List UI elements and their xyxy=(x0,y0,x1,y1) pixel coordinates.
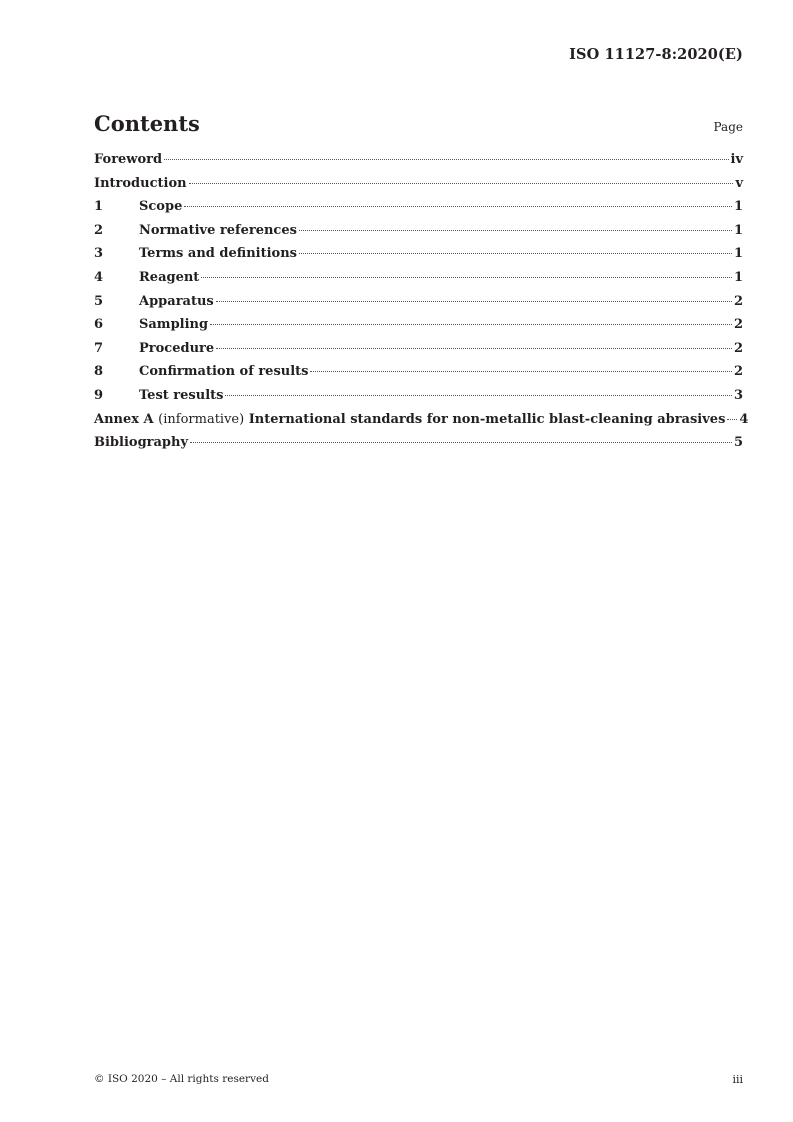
toc-entry-number: 4 xyxy=(94,269,104,285)
toc-entry-confirmation-of-results[interactable] xyxy=(94,364,743,388)
toc-entry-page: 2 xyxy=(733,317,743,333)
toc-entry-terms-and-definitions[interactable] xyxy=(94,246,743,270)
toc-entry-page: 2 xyxy=(733,293,743,309)
toc-entry-title: Foreword xyxy=(94,152,163,167)
toc-entry-page: 1 xyxy=(733,222,743,238)
toc-entry-title: Introduction xyxy=(94,175,187,191)
toc-entry-number: 5 xyxy=(94,293,104,309)
toc-entry-test-results[interactable] xyxy=(94,388,743,412)
toc-leader-dots xyxy=(299,253,732,254)
toc-leader-dots xyxy=(299,230,732,231)
copyright-notice: © ISO 2020 – All rights reserved xyxy=(94,1073,269,1085)
toc-entry-introduction[interactable] xyxy=(94,176,743,200)
document-id: ISO 11127-8:2020(E) xyxy=(569,46,743,63)
toc-entry-number: 2 xyxy=(94,222,104,238)
toc-entry-title: Scope xyxy=(139,199,183,215)
toc-leader-dots xyxy=(216,301,732,302)
toc-entry-apparatus[interactable] xyxy=(94,294,743,318)
annex-title: International standards for non-metallic blast-cleaning abrasives xyxy=(248,411,726,427)
toc-entry-annex-a[interactable] xyxy=(94,411,749,436)
toc-entry-bibliography[interactable] xyxy=(94,435,743,459)
toc-leader-dots xyxy=(189,183,734,184)
toc-entry-number: 8 xyxy=(94,364,104,380)
toc-leader-dots xyxy=(727,419,737,420)
toc-entry-number: 3 xyxy=(94,246,104,262)
toc-entry-title: Test results xyxy=(139,387,224,403)
toc-entry-title: Sampling xyxy=(139,317,209,333)
page-column-label: Page xyxy=(713,120,743,134)
table-of-contents xyxy=(94,152,749,459)
toc-entry-sampling[interactable] xyxy=(94,317,743,341)
toc-leader-dots xyxy=(201,277,732,278)
toc-entry-page: 2 xyxy=(733,364,743,380)
toc-entry-number: 6 xyxy=(94,317,104,333)
toc-entry-title: Bibliography xyxy=(94,435,189,451)
toc-entry-title: Normative references xyxy=(139,222,297,238)
toc-entry-page: 1 xyxy=(733,246,743,262)
toc-entry-page: 2 xyxy=(733,340,743,356)
toc-entry-title xyxy=(94,412,725,427)
toc-entry-procedure[interactable] xyxy=(94,341,743,365)
toc-entry-title: Reagent xyxy=(139,269,200,285)
toc-entry-foreword[interactable] xyxy=(94,152,743,176)
toc-entry-title: Terms and definitions xyxy=(139,246,297,262)
toc-entry-page: iv xyxy=(730,152,743,167)
toc-entry-page: 1 xyxy=(733,199,743,215)
toc-leader-dots xyxy=(210,324,732,325)
toc-entry-title: Procedure xyxy=(139,340,215,356)
toc-entry-page: 5 xyxy=(733,435,743,451)
toc-leader-dots xyxy=(184,206,732,207)
toc-entry-page: 3 xyxy=(733,387,743,403)
annex-type: (informative) xyxy=(158,411,245,427)
toc-leader-dots xyxy=(164,159,728,160)
toc-entry-number: 9 xyxy=(94,387,104,403)
toc-leader-dots xyxy=(225,395,731,396)
annex-label: Annex A xyxy=(94,411,154,427)
toc-entry-page: v xyxy=(735,175,743,191)
toc-entry-number: 7 xyxy=(94,340,104,356)
toc-entry-title: Confirmation of results xyxy=(139,364,309,380)
toc-leader-dots xyxy=(216,348,732,349)
toc-entry-reagent[interactable] xyxy=(94,270,743,294)
toc-entry-page: 1 xyxy=(733,269,743,285)
toc-leader-dots xyxy=(190,442,732,443)
toc-entry-title: Apparatus xyxy=(139,293,214,309)
toc-entry-page: 4 xyxy=(739,411,749,427)
toc-entry-normative-references[interactable] xyxy=(94,223,743,247)
page-number: iii xyxy=(732,1073,743,1086)
toc-leader-dots xyxy=(310,371,731,372)
toc-entry-scope[interactable] xyxy=(94,199,743,223)
toc-entry-number: 1 xyxy=(94,199,104,215)
contents-heading: Contents xyxy=(94,111,200,136)
